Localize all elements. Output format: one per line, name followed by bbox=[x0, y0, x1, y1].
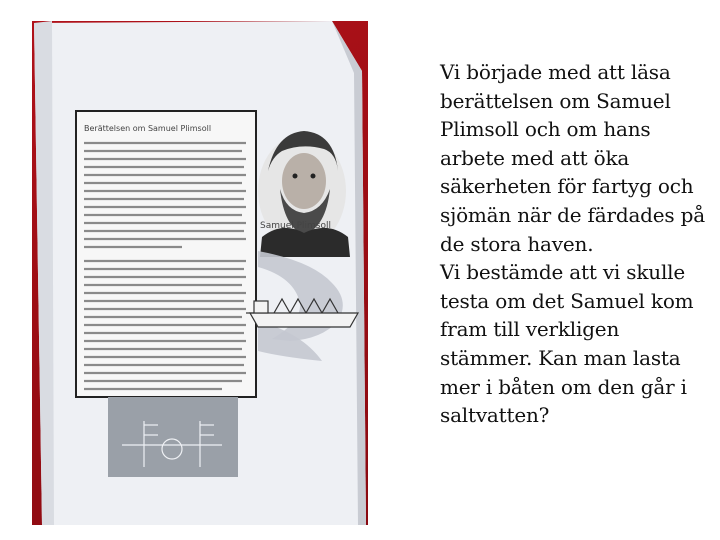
text-frame bbox=[76, 111, 256, 397]
caption-paragraph-2: Vi bestämde att vi skulle testa om det Samuel kom fram till verkligen stämmer. Kan man lasta mer i båten om den går i saltvatten? bbox=[440, 260, 694, 428]
document-sheet bbox=[32, 21, 368, 525]
caption-text bbox=[440, 58, 710, 430]
photo-of-document bbox=[32, 21, 368, 525]
caption-paragraph-1: Vi började med att läsa berättelsen om Samuel Plimsoll och om hans arbete med att öka säkerheten för fartyg och sjömän när de färdades på de stora haven. bbox=[440, 60, 705, 256]
portrait-caption: Samuel Plimsoll bbox=[260, 221, 331, 231]
plimsoll-mark-image bbox=[108, 397, 238, 477]
document-heading: Berättelsen om Samuel Plimsoll bbox=[84, 124, 212, 133]
